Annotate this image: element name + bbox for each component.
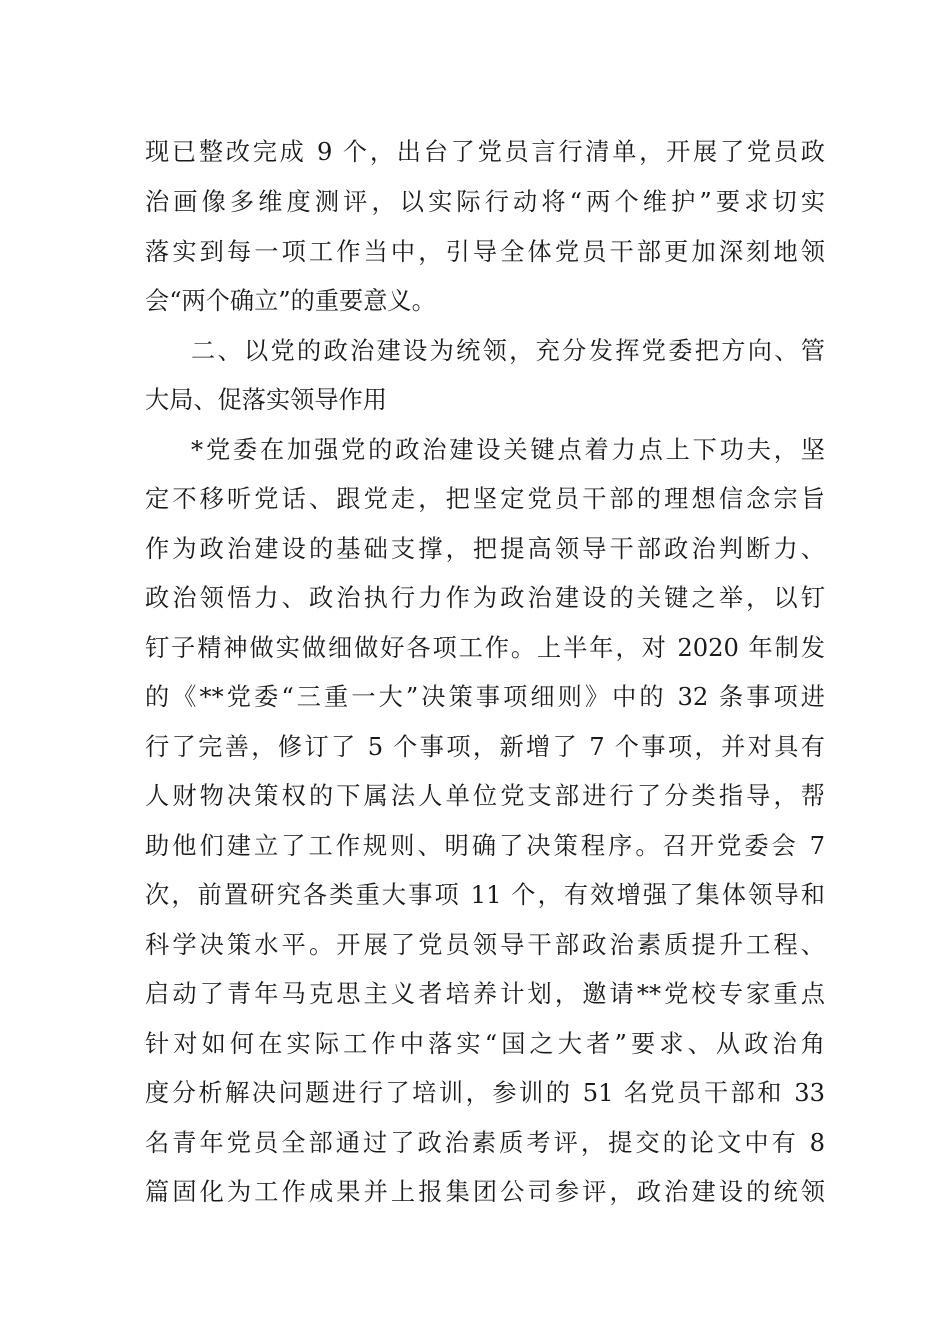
text-line-3: 落实到每一项工作当中，引导全体党员干部更加深刻地领: [145, 238, 825, 266]
text-line-14: 人财物决策权的下属法人单位党支部进行了分类指导，帮: [145, 782, 825, 810]
text-line-10: 政治领悟力、政治执行力作为政治建设的关键之举，以钉: [145, 584, 825, 612]
text-line-21: 名青年党员全部通过了政治素质考评，提交的论文中有 8: [145, 1129, 825, 1157]
text-line-20: 度分析解决问题进行了培训，参训的 51 名党员干部和 33: [145, 1079, 825, 1107]
text-line-22: 篇固化为工作成果并上报集团公司参评，政治建设的统领: [145, 1178, 825, 1206]
section-heading-line-2: 大局、促落实领导作用: [145, 386, 387, 414]
text-line-4: 会“两个确立”的重要意义。: [145, 287, 436, 315]
text-line-15: 助他们建立了工作规则、明确了决策程序。召开党委会 7: [145, 832, 825, 860]
text-line-9: 作为政治建设的基础支撑，把提高领导干部政治判断力、: [145, 535, 825, 563]
text-line-18: 启动了青年马克思主义者培养计划，邀请**党校专家重点: [145, 980, 825, 1008]
text-line-7: *党委在加强党的政治建设关键点着力点上下功夫，坚: [191, 436, 825, 464]
text-line-1: 现已整改完成 9 个，出台了党员言行清单，开展了党员政: [145, 138, 825, 166]
text-line-17: 科学决策水平。开展了党员领导干部政治素质提升工程、: [145, 931, 825, 959]
text-line-11: 钉子精神做实做细做好各项工作。上半年，对 2020 年制发: [145, 634, 825, 662]
text-line-2: 治画像多维度测评，以实际行动将“两个维护”要求切实: [145, 188, 825, 216]
text-line-16: 次，前置研究各类重大事项 11 个，有效增强了集体领导和: [145, 881, 825, 909]
text-line-19: 针对如何在实际工作中落实“国之大者”要求、从政治角: [145, 1030, 825, 1058]
section-heading-line-1: 二、以党的政治建设为统领，充分发挥党委把方向、管: [191, 337, 825, 365]
text-line-12: 的《**党委“三重一大”决策事项细则》中的 32 条事项进: [145, 683, 825, 711]
text-line-13: 行了完善，修订了 5 个事项，新增了 7 个事项，并对具有: [145, 733, 825, 761]
text-line-8: 定不移听党话、跟党走，把坚定党员干部的理想信念宗旨: [145, 485, 825, 513]
